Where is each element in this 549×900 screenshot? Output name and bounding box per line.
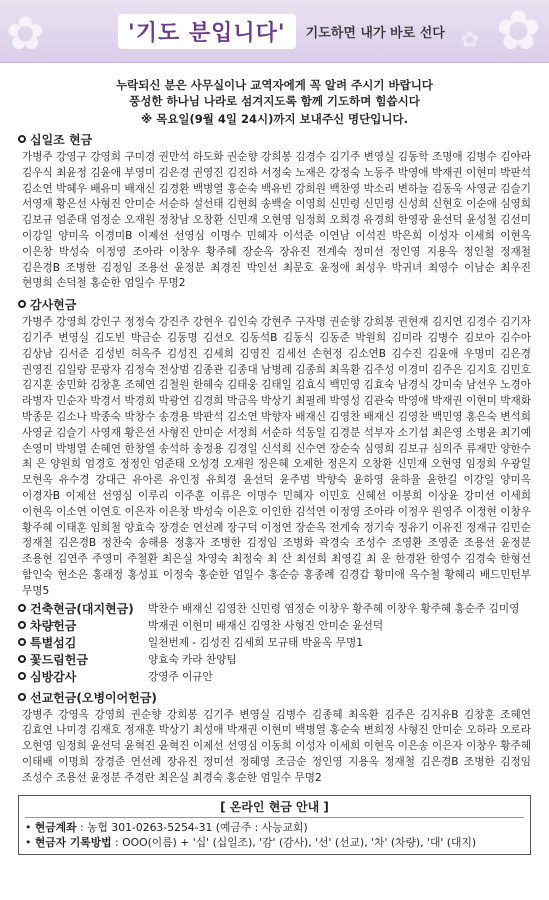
building-offering-row (18, 602, 531, 617)
name-list: 강병주 강영옥 강영희 권순향 강희봉 김기주 변영실 김병수 김종혜 최옥환 김주은 김지유B 김창훈 조혜연 김효연 나미경 김재호 정재훈 박상기 최성애 박재권 이현미 백병열 홍순숙 변희정 사형진 안미순 오하라 오로라 오현영 임정희 윤선덕 윤혁진 윤혁진 이제선 선영심 이동희 이성자 이세희 이현옥 이은송 이은자 이창우 황주혜 이태배 이명희 장경준 연선례 장유진 정미선 정혜영 조금순 정인영 지용옥 정재철 김은경B 조병한 김정임 조성수 조용선 윤정분 주경란 최은실 최경숙 홍순한 엄일수 무명2 (22, 708, 531, 784)
name-list: 일천번제 - 김성진 김세희 모규태 박윤옥 무명1 (148, 636, 363, 649)
notice-line: 풍성한 하나님 나라로 섬겨지도록 함께 기도하며 힘씁시다 (129, 94, 420, 108)
bullet-icon (18, 655, 26, 663)
page-subtitle: 기도하면 내가 바로 선다 (305, 26, 445, 41)
section-title: 선교헌금(오병이어헌금) (30, 690, 157, 705)
bullet-icon (18, 693, 26, 701)
section-title: 차량헌금 (30, 618, 77, 633)
name-list: 강영주 이규안 (148, 670, 213, 683)
flower-icon: ✿ (495, 0, 541, 62)
bullet-icon (18, 300, 26, 308)
tithe-section (18, 133, 531, 292)
name-list: 박재권 이현미 배재신 김영찬 사형진 안미순 윤선덕 (148, 619, 384, 632)
bullet-icon (18, 604, 26, 612)
page-title: '기도 분입니다' (118, 14, 296, 49)
name-list: 양효숙 카라 찬양팀 (148, 653, 237, 666)
flower-offering-row (18, 653, 531, 668)
thanks-section (18, 298, 531, 599)
flower-icon: ✿ (460, 28, 479, 53)
method-line: • 현금자 기록방법 : OOO(이름) + '십' (십일조), '감' (감사), '선' (선교), '차' (차량), '대' (대지) (25, 835, 477, 849)
notice (0, 77, 549, 127)
name-list: 박찬수 배재신 김영찬 신민령 염정순 이창우 황주혜 이창우 황주혜 홍순주 김미영 (148, 602, 520, 615)
section-title: 특별섬김 (30, 635, 77, 650)
notice-line: 누락되신 분은 사무실이나 교역자에게 꼭 알려 주시기 바랍니다 (116, 78, 433, 92)
mission-section (18, 691, 531, 787)
name-list: 가병주 강영희 강인구 정정숙 강진주 강현우 김인숙 강현주 구자명 권순향 강희봉 권현재 김지연 김경수 김기자 김기주 변영실 김도빈 박금순 김동명 김선오 김동석B 김동식 김동준 박원희 김미라 김병수 김보아 김수아 김상남 김서준 김성빈 허옥주 김성진 김세희 김영진 김세선 손현정 김소연B 김수진 김윤애 우명미 김은경 권영진 김일랑 문광자 김정숙 전상범 김종관 김종대 남병례 김종희 최옥환 김주성 이경미 김주은 김지호 김민호 김지훈 송민화 김창훈 조혜연 김철원 한혜숙 김태웅 김태일 김효식 백민영 김효숙 남경식 강미숙 남선우 노경아 라병자 민순자 박경서 박경희 박광연 김경희 박금옥 박상기 최필례 박영성 김관숙 박영애 박재권 이현미 박재화 박종문 김소나 박종숙 박창수 송경용 박판석 김소연 박향자 배재신 김영찬 배재신 김영찬 백민영 홍은숙 변석희 사영균 김슬기 사영재 황은선 사형진 안미순 서정희 서순하 석동일 김경분 석부자 소기섭 최은영 소병윤 최기예 손영미 박병열 손혜연 한창열 송석하 송정용 김경일 신석희 신수연 장순숙 심영희 김보규 심의주 류재만 양한수 최 은 양원희 엄경호 정정인 엄준태 오성경 오재원 정은혜 오제한 정은지 오창환 신민재 오현영 임정희 우광일 모현옥 유수경 강대근 유아론 유인정 유희경 윤선덕 윤주범 박향숙 윤하영 윤하율 윤한길 이강일 양미옥 이경자B 이제선 선영심 이루리 이주훈 이류은 이명수 민혜자 이민호 신혜선 이봉희 이상윤 강미선 이세희 이현옥 이소연 이연호 이은자 이은창 박성숙 이은호 이인한 김석연 이정영 조아라 이정우 원영주 이정현 이창우 황주혜 이태훈 임희철 양효숙 장경순 연선례 장구덕 이정연 장순옥 전계숙 정기숙 정유기 이유진 정재규 김민순 정재철 김은경B 정찬숙 송해용 정홍자 조병한 김정임 조병화 곽경숙 조성수 조영환 조영준 조용선 윤정분 조용현 김연주 주영미 주철환 최은실 차영숙 최정숙 최 산 최선희 최영길 최 운 한경완 한영수 김경숙 한형선 함인숙 현소은 홍래정 홍성표 이정숙 홍순한 엄일수 홍순승 홍종례 김경갑 황미애 옥수철 황혜리 배드민턴부 무명5 (22, 316, 531, 597)
section-title: 감사현금 (30, 298, 77, 313)
account-line: • 현금계좌 : 농협 301-0263-5254-31 (예금주 : 사능교회) (25, 820, 308, 834)
section-title: 십일조 현금 (30, 133, 93, 147)
bullet-icon (18, 672, 26, 680)
visit-thanks-row (18, 670, 531, 685)
flower-icon: ✿ (6, 6, 45, 60)
bullet-icon (18, 621, 26, 629)
vehicle-offering-row (18, 619, 531, 634)
online-offering-box (18, 795, 531, 855)
header-banner (0, 0, 549, 63)
bullet-icon (18, 135, 26, 143)
section-title: 꽃드림헌금 (30, 652, 88, 667)
section-title: 심방감사 (30, 669, 77, 684)
notice-line: ※ 목요일(9월 4일 24시)까지 보내주신 명단입니다. (141, 112, 408, 126)
bullet-icon (18, 638, 26, 646)
name-list: 가병주 강영구 강영희 구미경 권만석 하도화 권순향 강희봉 김경수 김기주 변영실 김동학 조명애 김병수 김야라 김우식 최윤정 김윤애 부영미 김은경 권영진 김진하 서정숙 노재은 강정숙 노동주 박영애 박재권 이현미 박판석 김소연 박혜우 배유미 배재신 김경환 백병열 홍순숙 백유빈 강희원 백찬영 박소리 변하늘 김동욱 사영균 김슬기 서영재 황은선 사형진 안미순 서순하 설선태 김현희 송백술 이영희 신민령 신민령 신성희 신현호 이순애 심영희 김보규 엄준태 엄정순 오재원 정창남 오창환 신민재 오현영 임정희 오희경 유경희 한영광 윤선덕 윤성철 김선미 이강일 양미옥 이경미B 이제선 선영심 이명수 민혜자 이석준 이연남 이석진 박은희 이성자 이세희 이현옥 이은창 박성숙 이정영 조아라 이창우 황주혜 장순옥 장유진 전계숙 정미선 정인영 지용옥 정인철 정재철 김은경B 조병한 김정임 조용선 윤정분 최경진 박인선 최문호 윤정애 최성우 박귀녀 최영수 이남순 최우진 현명희 손덕철 홍순한 엄일수 무명2 (22, 151, 531, 290)
info-title: [ 온라인 현금 안내 ] (25, 798, 524, 818)
special-offering-row (18, 636, 531, 651)
section-title: 건축현금(대지현금) (30, 601, 134, 616)
